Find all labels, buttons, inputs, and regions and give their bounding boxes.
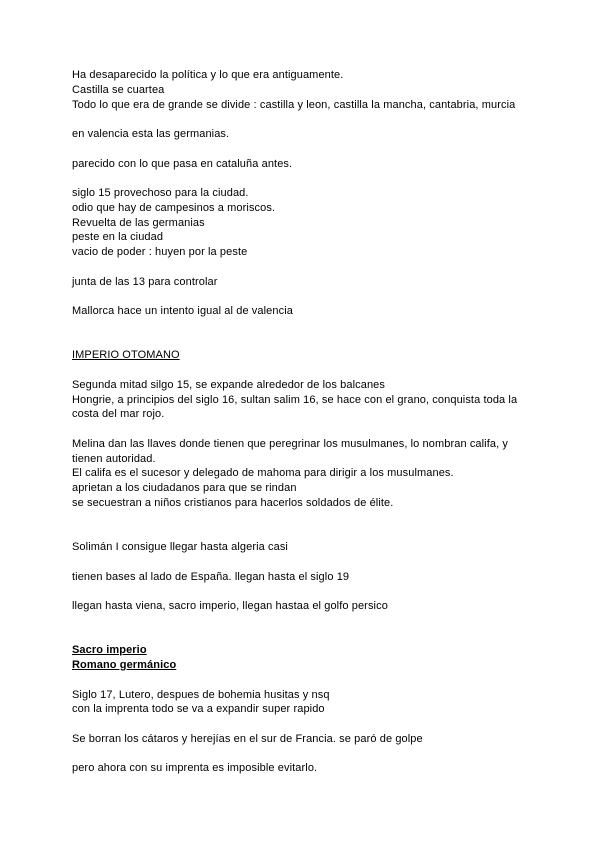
text-line [72, 127, 570, 142]
text-line [72, 230, 570, 245]
blank-line [72, 673, 570, 688]
blank-line [72, 511, 570, 526]
text-line [72, 481, 570, 496]
line-text: tienen bases al lado de España. llegan hasta el siglo 19 [72, 570, 350, 583]
line-text: Ha desaparecido la política y lo que era antiguamente. [72, 69, 344, 81]
document-text-block [72, 68, 570, 776]
blank-line [72, 112, 570, 127]
blank-line [72, 555, 570, 570]
text-line [72, 304, 570, 319]
text-line [72, 201, 570, 216]
blank-line [72, 319, 570, 334]
text-line [72, 702, 570, 717]
text-line [72, 437, 570, 452]
text-line [72, 245, 570, 260]
blank-line [72, 584, 570, 599]
section-heading [72, 348, 570, 363]
line-text: vacio de poder : huyen por la peste [72, 246, 248, 258]
line-text: Solimán I consigue llegar hasta algeria casi [72, 541, 288, 553]
line-text: Romano germánico [72, 659, 177, 671]
blank-line [72, 614, 570, 629]
text-line [72, 599, 570, 614]
text-line [72, 466, 570, 481]
line-text: tienen autoridad. [72, 452, 156, 465]
line-text: Todo lo que era de grande se divide : castilla y leon, castilla la mancha, cantabria, murcia [72, 98, 516, 111]
blank-line [72, 334, 570, 349]
blank-line [72, 260, 570, 275]
section-heading [72, 658, 570, 673]
line-text: Hongrie, a principios del siglo 16, sultan salim 16, se hace con el grano, conquista toda la [72, 393, 518, 406]
line-text: costa del mar rojo. [72, 408, 165, 421]
line-text: se secuestran a niños cristianos para hacerlos soldados de élite. [72, 496, 394, 509]
text-line [72, 570, 570, 585]
blank-line [72, 422, 570, 437]
text-line [72, 688, 570, 703]
text-line [72, 83, 570, 98]
line-text: junta de las 13 para controlar [72, 275, 218, 288]
blank-line [72, 717, 570, 732]
text-line [72, 407, 570, 422]
text-line [72, 452, 570, 467]
text-line [72, 393, 570, 408]
blank-line [72, 171, 570, 186]
text-line [72, 186, 570, 201]
text-line [72, 540, 570, 555]
line-text: Mallorca hace un intento igual al de valencia [72, 305, 293, 317]
text-line [72, 157, 570, 172]
line-text: IMPERIO OTOMANO [72, 349, 180, 362]
line-text: Siglo 17, Lutero, despues de bohemia husitas y nsq [72, 688, 330, 701]
blank-line [72, 142, 570, 157]
section-heading [72, 643, 570, 658]
text-line [72, 68, 570, 83]
text-line [72, 761, 570, 776]
text-line [72, 275, 570, 290]
text-line [72, 216, 570, 231]
line-text: Melina dan las llaves donde tienen que peregrinar los musulmanes, lo nombran califa, y [72, 437, 509, 450]
line-text: en valencia esta las germanias. [72, 128, 230, 140]
line-text: aprietan a los ciudadanos para que se rindan [72, 482, 297, 494]
text-line [72, 98, 570, 113]
blank-line [72, 525, 570, 540]
text-line [72, 496, 570, 511]
line-text: Se borran los cátaros y herejías en el sur de Francia. se paró de golpe [72, 732, 423, 745]
line-text: Revuelta de las germanias [72, 216, 205, 229]
blank-line [72, 363, 570, 378]
line-text: con la imprenta todo se va a expandir super rapido [72, 703, 325, 716]
line-text: Sacro imperio [72, 644, 147, 657]
line-text: pero ahora con su imprenta es imposible evitarlo. [72, 762, 318, 775]
blank-line [72, 629, 570, 644]
line-text: Segunda mitad silgo 15, se expande alrededor de los balcanes [72, 378, 385, 391]
line-text: peste en la ciudad [72, 231, 164, 244]
line-text: siglo 15 provechoso para la ciudad. [72, 187, 249, 199]
line-text: odio que hay de campesinos a moriscos. [72, 201, 276, 214]
blank-line [72, 289, 570, 304]
line-text: Castilla se cuartea [72, 83, 165, 96]
blank-line [72, 747, 570, 762]
text-line [72, 378, 570, 393]
line-text: llegan hasta viena, sacro imperio, llegan hastaa el golfo persico [72, 600, 388, 612]
line-text: El califa es el sucesor y delegado de mahoma para dirigir a los musulmanes. [72, 467, 454, 480]
text-line [72, 732, 570, 747]
line-text: parecido con lo que pasa en cataluña antes. [72, 157, 293, 170]
